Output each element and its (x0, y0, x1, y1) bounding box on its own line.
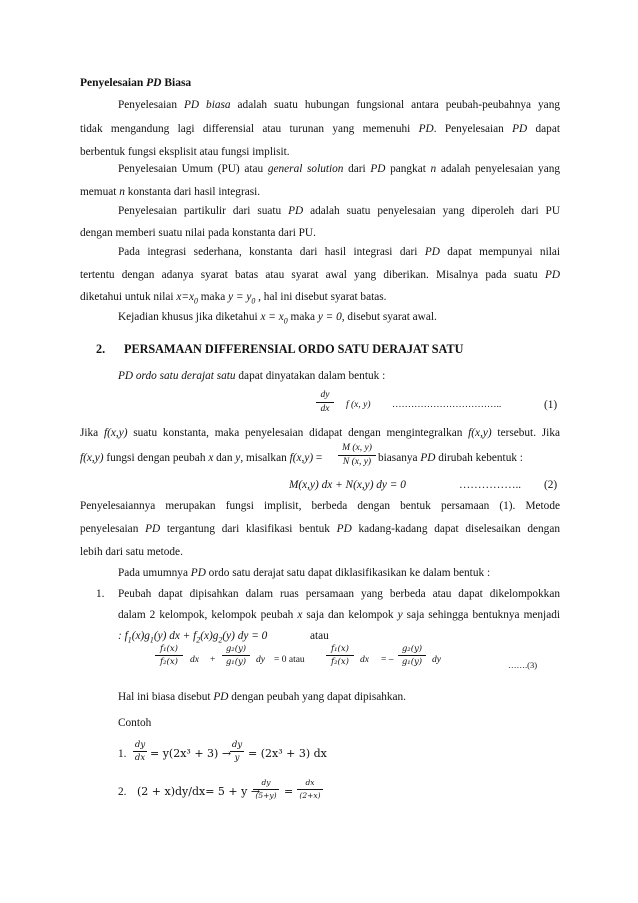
eq3-equals-minus: = – (381, 655, 394, 665)
example-heading: Contoh (118, 717, 152, 729)
section-title: PERSAMAAN DIFFERENSIAL ORDO SATU DERAJAT SATU (124, 342, 464, 356)
paragraph-2-line-1: Penyelesaian Umum (PU) atau general solution dari PD pangkat n adalah penyelesaian yang (118, 163, 561, 175)
paragraph-3-line-2: dengan memberi suatu nilai pada konstanta dari PU. (80, 227, 316, 239)
eq3-fraction-g2-g1: $\frac{\text{g₂(y)}}{\text{g₁(y)}}$ (222, 644, 250, 667)
paragraph-7-line-2: penyelesaian PD tergantung dari klasifikasi bentuk PD kadang-kadang dapat diselesaikan dengan (80, 523, 560, 535)
intro-line: PD ordo satu derajat satu dapat dinyatakan dalam bentuk : (118, 370, 386, 382)
paragraph-6-line-2b: biasanya PD dirubah kebentuk : (378, 452, 523, 464)
eq3-dy-2: dy (432, 655, 441, 665)
example-2-dx-fraction: $\frac{dx}{(2+x)}$ (297, 778, 323, 801)
eq3-dy: dy (256, 655, 265, 665)
eq3-fraction-f1-f2: $\frac{\text{f₁(x)}}{\text{f₂(x)}}$ (155, 644, 183, 667)
equation-1-derivative: $\frac{dy}{dx}$ (316, 390, 334, 415)
paragraph-4-line-3: diketahui untuk nilai $x=x_0$ maka $y = y_0$ , hal ini disebut syarat batas. (80, 291, 387, 306)
paragraph-4-line-1: Pada integrasi sederhana, konstanta dari hasil integrasi dari PD dapat mempunyai nilai (118, 246, 560, 258)
paragraph-3-line-1: Penyelesaian partikulir dari suatu PD adalah suatu penyelesaian yang diperoleh dari PU (118, 205, 560, 217)
paragraph-6-line-2a: f(x,y) fungsi dengan peubah x dan y, misalkan f(x,y) = (80, 452, 323, 464)
paragraph-1-line-3: berbentuk fungsi eksplisit atau fungsi implisit. (80, 146, 290, 158)
paragraph-8: Pada umumnya PD ordo satu derajat satu dapat diklasifikasikan ke dalam bentuk : (118, 567, 491, 579)
paragraph-2-line-2: memuat n konstanta dari hasil integrasi. (80, 186, 261, 198)
m-over-n-fraction: $\frac{M (x, y)}{N (x, y)}$ (338, 443, 376, 468)
list-item-1-number: 1. (96, 588, 105, 600)
paragraph-7-line-3: lebih dari satu metode. (80, 546, 183, 558)
example-1-middle: = y(2x³ + 3) → (150, 747, 232, 760)
eq3-plus: + (210, 655, 216, 665)
example-1-number: 1. (118, 748, 127, 760)
paragraph-7-line-1: Penyelesaiannya merupakan fungsi implisit, berbeda dengan bentuk persamaan (1). Metode (80, 500, 560, 512)
eq3-dx-2: dx (360, 655, 369, 665)
example-1-derivative: $\frac{dy}{dx}$ (134, 740, 146, 763)
example-2-equals: = (284, 785, 294, 798)
paragraph-9: Hal ini biasa disebut PD dengan peubah yang dapat dipisahkan. (118, 691, 407, 703)
paragraph-1-line-1: Penyelesaian PD biasa adalah suatu hubungan fungsional antara peubah-peubahnya yang (118, 99, 560, 111)
example-2-number: 2. (118, 786, 127, 798)
equation-3-label: …….(3) (508, 660, 538, 670)
equation-2-label: (2) (544, 479, 558, 491)
example-1-rhs: = (2x³ + 3) dx (248, 747, 327, 760)
equation-2-dots: …………….. (459, 479, 522, 491)
list-item-1-line-1: Peubah dapat dipisahkan dalam ruas persamaan yang berbeda atau dapat dikelompokkan (118, 588, 560, 600)
eq3-fraction-f1-f2-b: $\frac{\text{f₁(x)}}{\text{f₂(x)}}$ (326, 644, 354, 667)
eq3-dx: dx (190, 655, 199, 665)
eq3-fraction-g2-g1-b: $\frac{\text{g₂(y)}}{\text{g₁(y)}}$ (398, 644, 426, 667)
atau-label: atau (310, 630, 329, 642)
section-number: 2. (96, 342, 106, 356)
equation-1-label: (1) (544, 399, 558, 411)
list-item-1-line-2: dalam 2 kelompok, kelompok peubah x saja dan kelompok y saja sehingga bentuknya menjadi (118, 609, 560, 621)
separable-form-equation: : $f_1(x)g_1(y)$ dx + $f_2(x)g_2(y)$ dy = 0 (118, 630, 268, 645)
equation-2: M(x,y) dx + N(x,y) dy = 0 (289, 479, 406, 491)
paragraph-6-line-1: Jika f(x,y) suatu konstanta, maka penyelesaian didapat dengan mengintegralkan f(x,y) tersebut. Jika (80, 427, 560, 439)
paragraph-4-line-2: tertentu dengan adanya syarat batas atau syarat awal yang diberikan. Misalnya pada suatu PD (80, 269, 560, 281)
page-title: Penyelesaian PD Biasa (80, 77, 192, 89)
paragraph-5: Kejadian khusus jika diketahui $x = x_0$ maka y = 0, disebut syarat awal. (118, 311, 437, 326)
example-2-dy-fraction: $\frac{dy}{(5+y)}$ (253, 778, 279, 801)
paragraph-1-line-2: tidak mengandung lagi differensial atau turunan yang memenuhi PD. Penyelesaian PD dapat (80, 123, 560, 135)
eq3-equals-zero-atau: = 0 atau (274, 655, 305, 665)
equation-1-rhs: f (x, y) (346, 400, 371, 410)
example-1-dy-over-y: $\frac{dy}{y}$ (231, 740, 243, 763)
equation-1-dots: …………………………….. (392, 400, 502, 410)
example-2-lhs: (2 + x)dy/dx= 5 + y → (137, 785, 261, 798)
